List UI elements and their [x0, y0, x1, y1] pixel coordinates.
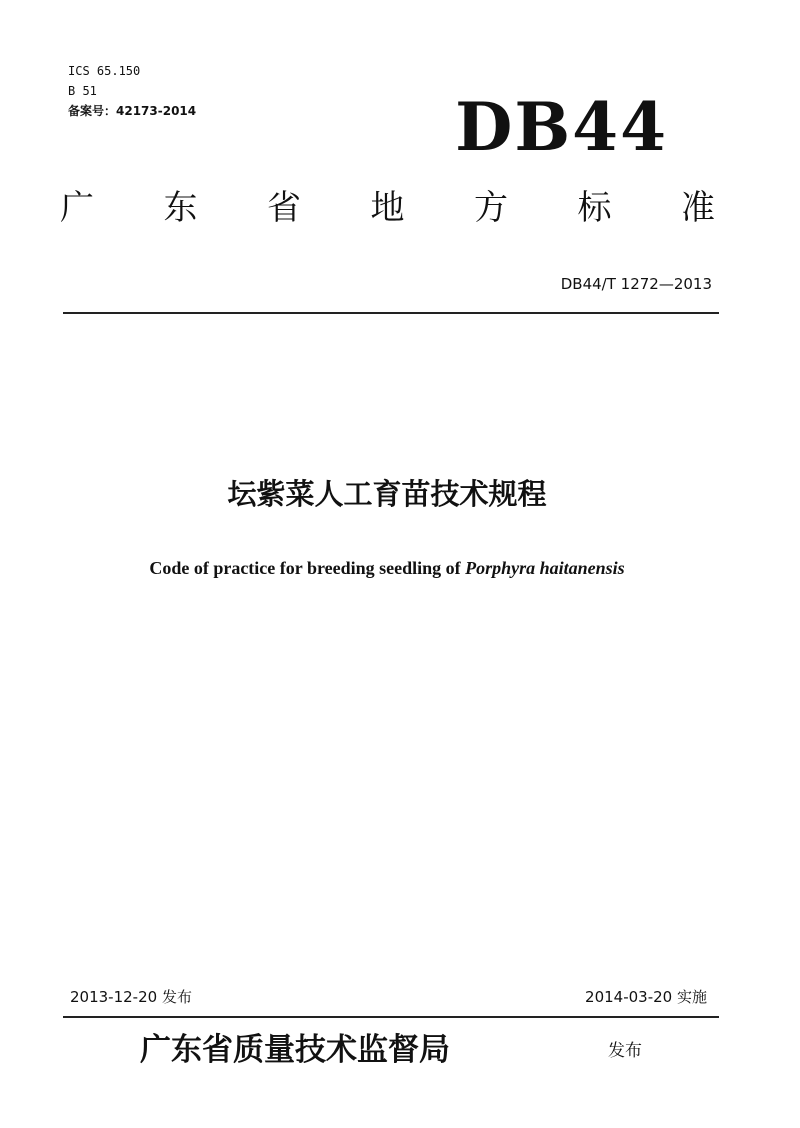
- filing-number: 备案号：42173-2014: [68, 104, 197, 118]
- issuing-label: 发布: [608, 1041, 642, 1061]
- issuing-authority: 广东省质量技术监督局: [140, 1032, 450, 1068]
- document-title-chinese: 坛紫菜人工育苗技术规程: [227, 477, 547, 511]
- document-title-english: [0, 556, 774, 580]
- standard-code: DB44/T 1272—2013: [560, 275, 712, 293]
- standard-type-title: [60, 186, 715, 230]
- standard-mark: DB44: [455, 88, 668, 166]
- standard-type-char: 准: [681, 188, 715, 228]
- top-divider: [63, 312, 719, 314]
- standard-type-char: 地: [370, 188, 405, 228]
- title-english-prefix: Code of practice for breeding seedling of: [149, 558, 466, 578]
- title-species-name: Porphyra haitanensis: [465, 558, 625, 578]
- issue-date: 2013-12-20 发布: [70, 988, 192, 1006]
- ccs-number: B 51: [68, 84, 97, 98]
- bottom-divider: [63, 1016, 719, 1018]
- implementation-date: 2014-03-20 实施: [585, 988, 707, 1006]
- standard-type-char: 省: [267, 188, 301, 228]
- standard-type-char: 东: [163, 188, 198, 228]
- standard-type-char: 标: [577, 188, 612, 228]
- ics-number: ICS 65.150: [68, 64, 141, 78]
- standard-type-char: 广: [60, 188, 94, 228]
- standard-type-char: 方: [474, 188, 508, 228]
